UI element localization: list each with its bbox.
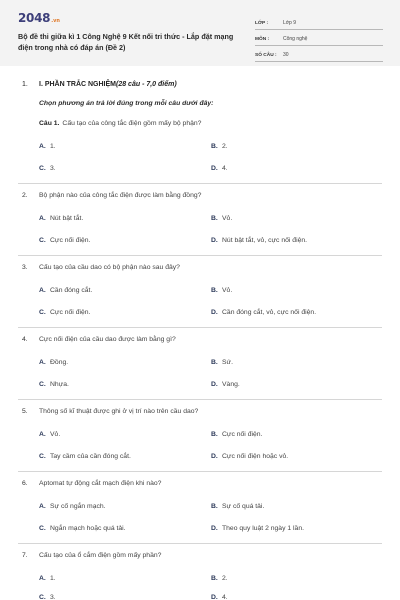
section-number: 1. (22, 81, 28, 88)
answer-option[interactable]: B. Sự cố quá tải. (211, 503, 265, 510)
answer-option[interactable]: A. Nút bật tắt. (39, 215, 84, 222)
answer-option[interactable]: A. Cần đóng cắt. (39, 287, 93, 294)
meta-row-class (255, 14, 383, 30)
question-3: 3. Cấu tạo của cầu dao có bộ phận nào sau đây? (22, 264, 180, 271)
answer-option[interactable]: D. 4. (211, 165, 228, 172)
question-4: 4. Cực nối điện của cầu dao được làm bằng gì? (22, 336, 176, 343)
meta-key: SỐ CÂU : (255, 53, 277, 58)
answer-option[interactable]: D. Theo quy luật 2 ngày 1 lần. (211, 525, 304, 532)
exam-meta (255, 14, 383, 62)
meta-row-count (255, 46, 383, 62)
answer-option[interactable]: A. Sự cố ngắn mạch. (39, 503, 106, 510)
answer-option[interactable]: A. 1. (39, 575, 56, 582)
divider (18, 399, 382, 400)
answer-option[interactable]: C. 3. (39, 594, 56, 600)
answer-option[interactable]: D. Cực nối điện hoặc vỏ. (211, 453, 289, 460)
question-1-text (39, 120, 201, 127)
meta-key: LỚP : (255, 21, 269, 26)
divider (18, 543, 382, 544)
question-1-body: Cấu tạo của công tắc điện gồm mấy bộ phận? (62, 120, 202, 127)
question-6: 6. Aptomat tự động cắt mạch điện khi nào? (22, 480, 162, 487)
section-note: (28 câu - 7,0 điểm) (116, 81, 177, 88)
divider (18, 327, 382, 328)
meta-value: Lớp 9 (283, 20, 297, 26)
answer-option[interactable]: A. Đồng. (39, 359, 69, 366)
answer-option[interactable]: C. 3. (39, 165, 56, 172)
answer-option[interactable]: D. 4. (211, 594, 228, 600)
meta-key: MÔN : (255, 37, 270, 42)
answer-option[interactable]: C. Cực nối điện. (39, 237, 91, 244)
answer-option[interactable]: D. Nút bật tắt, vỏ, cực nối điện. (211, 237, 308, 244)
meta-value: 30 (283, 52, 289, 58)
answer-option[interactable]: B. Vỏ. (211, 287, 233, 294)
question-7: 7. Cấu tạo của ổ cắm điện gồm mấy phần? (22, 552, 162, 559)
section-title: I. PHẦN TRẮC NGHIỆM (39, 81, 116, 88)
divider (18, 255, 382, 256)
question-5: 5. Thông số kĩ thuật được ghi ở vị trí nào trên cầu dao? (22, 408, 199, 415)
answer-option[interactable]: B. Sứ. (211, 359, 233, 366)
divider (18, 471, 382, 472)
answer-option[interactable]: B. 2. (211, 143, 228, 150)
logo-text: 2048 (18, 11, 51, 25)
site-logo[interactable] (18, 11, 60, 25)
answer-option[interactable]: B. 2. (211, 575, 228, 582)
divider (18, 183, 382, 184)
answer-option[interactable]: C. Cực nối điện. (39, 309, 91, 316)
meta-row-subject (255, 30, 383, 46)
question-1-label: Câu 1. (39, 120, 60, 127)
question-2: 2. Bộ phận nào của công tắc điện được làm bằng đồng? (22, 192, 202, 199)
answer-option[interactable]: A. 1. (39, 143, 56, 150)
meta-value: Công nghệ (283, 36, 308, 42)
answer-option[interactable]: C. Ngắn mạch hoặc quá tải. (39, 525, 126, 532)
page-header (0, 0, 400, 66)
answer-option[interactable]: A. Vỏ. (39, 431, 61, 438)
logo-domain: .vn (51, 18, 60, 24)
answer-option[interactable]: B. Cực nối điện. (211, 431, 263, 438)
answer-option[interactable]: B. Vỏ. (211, 215, 233, 222)
section-instruction: Chọn phương án trả lời đúng trong mỗi câu dưới đây: (39, 100, 214, 107)
section-heading (22, 81, 177, 88)
answer-option[interactable]: C. Tay cầm của cần đóng cắt. (39, 453, 131, 460)
answer-option[interactable]: C. Nhựa. (39, 381, 69, 388)
answer-option[interactable]: D. Cần đóng cắt, vỏ, cực nối điện. (211, 309, 317, 316)
document-title: Bộ đề thi giữa kì 1 Công Nghệ 9 Kết nối tri thức - Lắp đặt mạng điện trong nhà có đáp án (Đề 2) (18, 32, 234, 52)
answer-option[interactable]: D. Vàng. (211, 381, 240, 388)
